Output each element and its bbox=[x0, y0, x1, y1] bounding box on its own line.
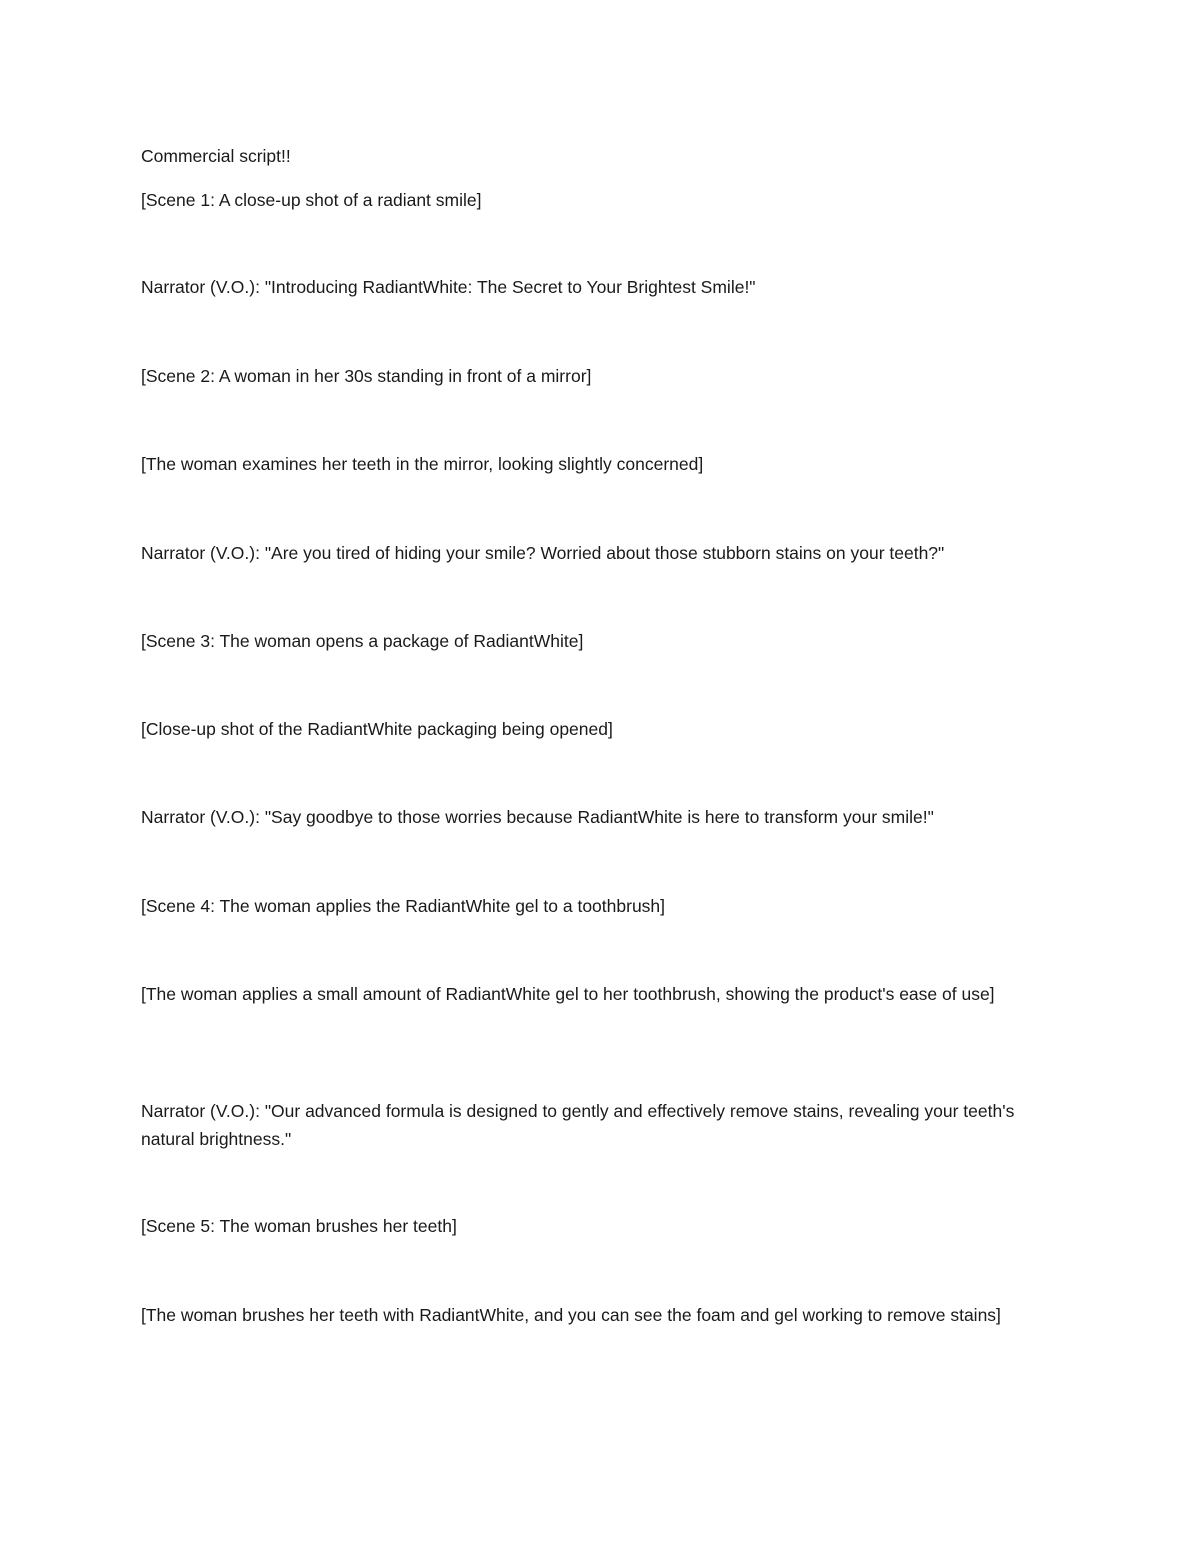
scene-2-direction: [Scene 2: A woman in her 30s standing in front of a mirror] bbox=[141, 366, 592, 386]
document-title: Commercial script!! bbox=[141, 146, 291, 166]
narrator-line-1: Narrator (V.O.): "Introducing RadiantWhite: The Secret to Your Brightest Smile!" bbox=[141, 277, 756, 297]
narrator-line-2: Narrator (V.O.): "Are you tired of hiding your smile? Worried about those stubborn stains on your teeth?" bbox=[141, 543, 945, 563]
narrator-line-4: Narrator (V.O.): "Our advanced formula is designed to gently and effectively remove stains, revealing your teeth's natural brightness." bbox=[141, 1101, 1015, 1149]
action-applies-gel: [The woman applies a small amount of RadiantWhite gel to her toothbrush, showing the product's ease of use] bbox=[141, 984, 995, 1004]
action-examines-teeth: [The woman examines her teeth in the mirror, looking slightly concerned] bbox=[141, 454, 704, 474]
scene-4-direction: [Scene 4: The woman applies the RadiantWhite gel to a toothbrush] bbox=[141, 896, 666, 916]
narrator-line-3: Narrator (V.O.): "Say goodbye to those worries because RadiantWhite is here to transform your smile!" bbox=[141, 807, 934, 827]
action-packaging-opened: [Close-up shot of the RadiantWhite packaging being opened] bbox=[141, 719, 613, 739]
scene-3-direction: [Scene 3: The woman opens a package of RadiantWhite] bbox=[141, 631, 584, 651]
scene-1-direction: [Scene 1: A close-up shot of a radiant smile] bbox=[141, 190, 482, 210]
action-brushes-teeth: [The woman brushes her teeth with RadiantWhite, and you can see the foam and gel working to remove stains] bbox=[141, 1305, 1001, 1325]
scene-5-direction: [Scene 5: The woman brushes her teeth] bbox=[141, 1216, 457, 1236]
